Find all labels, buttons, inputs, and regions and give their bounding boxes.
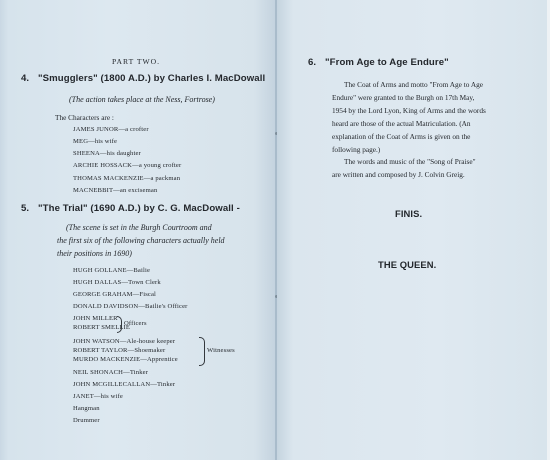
- character-item: GEORGE GRAHAM—Fiscal: [73, 291, 157, 298]
- para1-line: heard are those of the actual Matriculation. (An: [332, 119, 471, 128]
- para1-line: following page.): [332, 145, 381, 154]
- part-title: PART TWO.: [112, 57, 161, 66]
- character-item: JOHN MILLER: [73, 315, 118, 322]
- character-item: ARCHIE HOSSACK—a young crofter: [73, 162, 182, 169]
- character-item: JOHN WATSON—Ale-house keeper: [73, 338, 176, 345]
- character-item: THOMAS MACKENZIE—a packman: [73, 175, 181, 182]
- play-4-title: "Smugglers" (1800 A.D.) by Charles I. MacDowall: [38, 73, 266, 84]
- item-6-title: "From Age to Age Endure": [325, 57, 449, 68]
- play-5-note-line-3: their positions in 1690): [57, 249, 132, 258]
- play-5-note-line-1: (The scene is set in the Burgh Courtroom and: [66, 223, 212, 232]
- play-4-number: 4.: [21, 73, 30, 84]
- para1-line: The Coat of Arms and motto "From Age to Age: [344, 80, 483, 89]
- character-item: HUGH DALLAS—Town Clerk: [73, 279, 161, 286]
- finis-heading: FINIS.: [395, 208, 423, 219]
- character-item: JAMES JUNOR—a crofter: [73, 126, 149, 133]
- character-item: Drummer: [73, 417, 100, 424]
- character-item: MURDO MACKENZIE—Apprentice: [73, 356, 178, 363]
- para2-line: are written and composed by J. Colvin Greig.: [332, 170, 465, 179]
- character-item: NEIL SHONACH—Tinker: [73, 369, 149, 376]
- character-item: JOHN MCGILLECALLAN—Tinker: [73, 381, 176, 388]
- item-6-number: 6.: [308, 57, 317, 68]
- character-item: MACNEBBIT—an exciseman: [73, 187, 158, 194]
- play-5-number: 5.: [21, 203, 30, 214]
- para1-line: explanation of the Coat of Arms is given on the: [332, 132, 471, 141]
- character-item: MEG—his wife: [73, 138, 118, 145]
- character-item: ROBERT TAYLOR—Shoemaker: [73, 347, 166, 354]
- officers-label: Officers: [124, 320, 147, 327]
- witnesses-brace: [199, 337, 205, 366]
- play-5-title: "The Trial" (1690 A.D.) by C. G. MacDowall -: [38, 203, 240, 214]
- characters-label: The Characters are :: [55, 113, 114, 122]
- para1-line: 1954 by the Lord Lyon, King of Arms and the words: [332, 106, 486, 115]
- witnesses-label: Witnesses: [207, 347, 235, 354]
- para2-line: The words and music of the "Song of Praise": [344, 157, 476, 166]
- character-item: Hangman: [73, 405, 100, 412]
- character-item: JANET—his wife: [73, 393, 123, 400]
- para1-line: Endure" were granted to the Burgh on 17th May,: [332, 93, 475, 102]
- character-item: DONALD DAVIDSON—Bailie's Officer: [73, 303, 188, 310]
- right-page: [277, 0, 547, 460]
- character-item: SHEENA—his daughter: [73, 150, 141, 157]
- character-item: HUGH GOLLANE—Bailie: [73, 267, 151, 274]
- the-queen-heading: THE QUEEN.: [378, 259, 437, 270]
- play-5-note-line-2: the first six of the following characters actually held: [57, 236, 225, 245]
- officers-brace: [117, 316, 122, 333]
- character-item: ROBERT SMELLIE: [73, 324, 131, 331]
- play-4-setting: (The action takes place at the Ness, Fortrose): [69, 95, 215, 104]
